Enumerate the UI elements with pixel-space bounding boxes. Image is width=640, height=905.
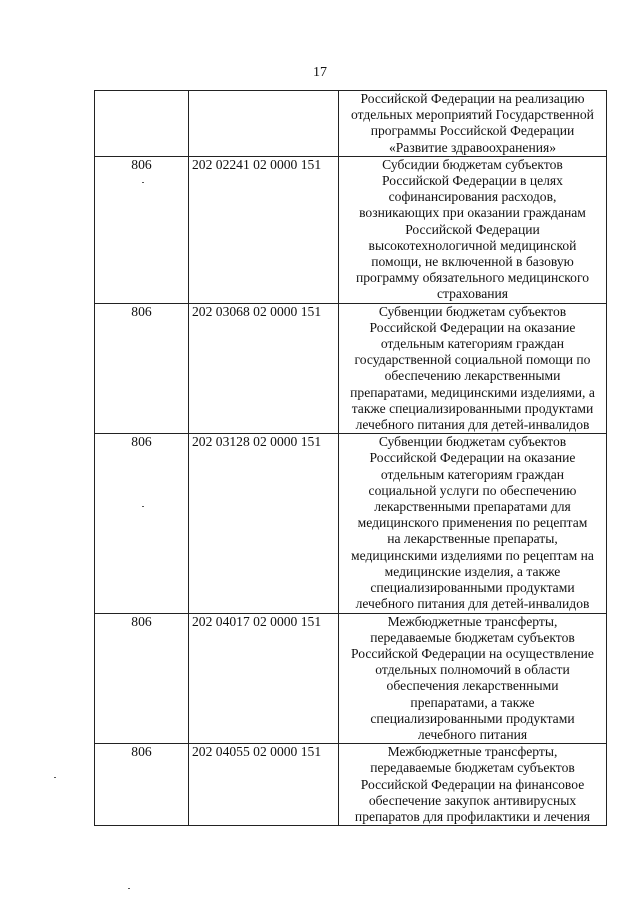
description-line: передаваемые бюджетам субъектов <box>370 760 575 776</box>
description-line: «Развитие здравоохранения» <box>388 139 557 155</box>
description-line: Субвенции бюджетам субъектов <box>378 434 567 450</box>
admin-code-cell <box>95 91 189 157</box>
description-line: помощи, не включенной в базовую <box>371 254 574 270</box>
revenue-description-cell <box>339 156 607 303</box>
description-line: отдельным категориям граждан <box>380 336 565 352</box>
page-number: 17 <box>313 65 327 80</box>
description-line: медицинскими изделиями по рецептам на <box>351 547 594 563</box>
budget-classification-code-cell: 202 04055 02 0000 151 <box>189 744 339 826</box>
description-line: препаратами, а также <box>410 694 535 710</box>
description-line: отдельным категориям граждан <box>380 466 565 482</box>
description-line: специализированными продуктами <box>370 580 575 596</box>
budget-classification-code-cell: 202 04017 02 0000 151 <box>189 613 339 744</box>
description-line: также специализированными продуктами <box>351 400 594 416</box>
description-line: лечебного питания для детей-инвалидов <box>355 596 590 612</box>
revenue-description-cell <box>339 434 607 613</box>
admin-code-cell: 806 <box>95 744 189 826</box>
description-line: отдельных полномочий в области <box>375 662 570 678</box>
description-line: Субвенции бюджетам субъектов <box>378 303 567 319</box>
description-line: Межбюджетные трансферты, <box>387 613 558 629</box>
description-line: софинансирования расходов, <box>388 189 557 205</box>
scan-speck <box>142 182 144 183</box>
description-line: лечебного питания для детей-инвалидов <box>355 417 590 433</box>
description-line: Российской Федерации на реализацию <box>360 91 585 106</box>
description-line: препаратов для профилактики и лечения <box>354 808 591 824</box>
description-line: Российской Федерации на оказание <box>369 319 576 335</box>
description-line: отдельных мероприятий Государственной <box>351 107 594 123</box>
description-line: программу обязательного медицинского <box>355 270 590 286</box>
admin-code-cell: 806 <box>95 303 189 434</box>
revenue-description-cell <box>339 91 607 157</box>
description-line: программы Российской Федерации <box>370 123 575 139</box>
description-line: Российской Федерации в целях <box>382 173 563 189</box>
table-row <box>95 156 607 303</box>
description-line: Российской Федерации на оказание <box>369 450 576 466</box>
admin-code-cell: 806 <box>95 156 189 303</box>
description-line: обеспечению лекарственными <box>384 368 561 384</box>
table-row <box>95 434 607 613</box>
description-line: специализированными продуктами <box>370 710 575 726</box>
budget-classification-code-cell: 202 03128 02 0000 151 <box>189 434 339 613</box>
revenue-description-cell <box>339 303 607 434</box>
admin-code-cell: 806 <box>95 613 189 744</box>
description-line: Межбюджетные трансферты, <box>387 744 558 760</box>
description-line: страхования <box>436 286 509 302</box>
description-line: препаратами, медицинскими изделиями, а <box>350 384 595 400</box>
description-line: государственной социальной помощи по <box>354 352 591 368</box>
description-line: высокотехнологичной медицинской <box>368 237 577 253</box>
admin-code-cell: 806 <box>95 434 189 613</box>
description-line: обеспечения лекарственными <box>386 678 559 694</box>
description-line: лечебного питания <box>417 726 528 742</box>
budget-classification-code-cell: 202 03068 02 0000 151 <box>189 303 339 434</box>
scan-speck <box>142 506 144 507</box>
description-line: обеспечение закупок антивирусных <box>368 792 577 808</box>
scan-speck <box>54 777 56 778</box>
description-line: социальной услуги по обеспечению <box>368 482 577 498</box>
description-line: медицинского применения по рецептам <box>357 515 588 531</box>
scan-speck <box>128 888 130 889</box>
description-line: Российской Федерации на финансовое <box>360 776 585 792</box>
budget-classification-code-cell: 202 02241 02 0000 151 <box>189 156 339 303</box>
description-line: Российской Федерации на осуществление <box>351 645 594 661</box>
description-line: медицинские изделия, а также <box>384 563 561 579</box>
description-line: Российской Федерации <box>405 221 540 237</box>
table-row <box>95 744 607 826</box>
table-row <box>95 303 607 434</box>
budget-classification-code-cell <box>189 91 339 157</box>
revenue-description-cell <box>339 613 607 744</box>
description-line: на лекарственные препараты, <box>387 531 558 547</box>
description-line: возникающих при оказании гражданам <box>359 205 586 221</box>
description-line: Субсидии бюджетам субъектов <box>382 156 563 172</box>
table-row <box>95 613 607 744</box>
table-body <box>95 91 607 826</box>
description-line: передаваемые бюджетам субъектов <box>370 629 575 645</box>
description-line: лекарственными препаратами для <box>374 499 571 515</box>
revenue-codes-table <box>94 90 607 826</box>
revenue-description-cell <box>339 744 607 826</box>
table-row <box>95 91 607 157</box>
